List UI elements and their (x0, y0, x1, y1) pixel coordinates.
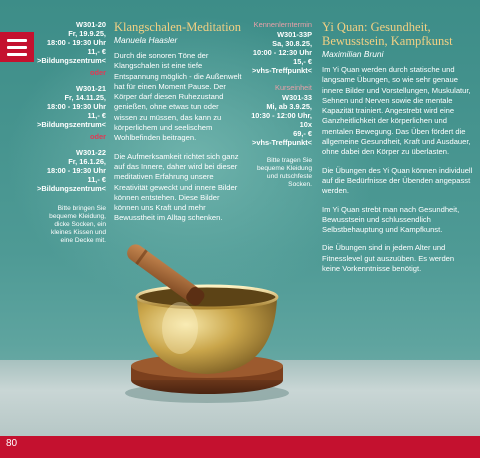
dates-heading: Kennenlerntermin (253, 20, 312, 29)
course-count: 10x (299, 120, 312, 129)
course-dates: Sa, 30.8.25, (272, 39, 312, 48)
course-entry (36, 84, 106, 129)
separator-or: oder (89, 132, 106, 141)
course-price: 11,- € (87, 111, 106, 120)
course-code: W301-20 (76, 20, 106, 29)
hamburger-menu-icon[interactable] (0, 32, 34, 62)
description-paragraph: Im Yi Quan werden durch statische und langsame Übungen, so wie sehr genaue innere Bilder und Vorstellungen, Muskulatur, Sehnen und Nerven sowie die mentale Kapazität trainiert. Angestrebt wird eine Ganzheitlichkeit der körperlichen und mentalen Bewegung. Das Üben fördert die allgemeine Gesundheit, Kraft und Ausdauer, ohne dabei den Körper zu überlasten. (322, 65, 471, 157)
menu-bar (7, 53, 27, 56)
course-code: W301-21 (76, 84, 106, 93)
course-price: 11,- € (87, 47, 106, 56)
course-title: Klangschalen-Meditation (114, 20, 242, 34)
course-title: Yi Quan: Gesundheit, Bewusstsein, Kampfkunst (322, 20, 453, 48)
course-dates: Fr, 16.1.26, (68, 157, 106, 166)
dates-subheading: Kurseinheit (275, 83, 312, 92)
course-dates: Mi, ab 3.9.25, (266, 102, 312, 111)
course-location: >Bildungszentrum< (37, 56, 106, 65)
course-location: >vhs-Treffpunkt< (252, 66, 312, 75)
description-paragraph: Die Übungen sind in jedem Alter und Fitnesslevel gut auszuüben. Es werden keine Vorkenntnisse benötigt. (322, 243, 455, 274)
course-entry (246, 93, 312, 147)
course-entry (36, 148, 106, 193)
course-code: W301-22 (76, 148, 106, 157)
description-paragraph: Die Übungen des Yi Quan können individuell auf die Bedürfnisse der Übenden angepasst werden. (322, 165, 473, 196)
course-author: Maximilian Bruni (322, 49, 384, 59)
course-location: >Bildungszentrum< (37, 120, 106, 129)
course-price: 11,- € (87, 175, 106, 184)
course-location: >vhs-Treffpunkt< (252, 138, 312, 147)
course-time: 18:00 - 19:30 Uhr (46, 166, 106, 175)
page-number: 80 (6, 438, 18, 449)
course-time: 18:00 - 19:30 Uhr (46, 102, 106, 111)
course-code: W301-33P (277, 30, 312, 39)
description-paragraph: Im Yi Quan strebt man nach Gesundheit, Bewusstsein und schlussendlich Selbstbehauptung und Kampfkunst. (322, 204, 460, 235)
course-dates: Fr, 14.11.25, (64, 93, 106, 102)
course-dates-column (36, 20, 106, 245)
description-paragraph: Durch die sonoren Töne der Klangschalen ist eine tiefe Entspannung möglich - die Außenwelt hat für einen Moment Pause. Der Körper darf diesen Ruhezustand genießen, ohne etwas tun oder wissen zu müssen, das kann zu körperlichem und seelischem Wohlbefinden beitragen. (114, 51, 242, 143)
course-dates: Fr, 19.9.25, (68, 29, 106, 38)
course-price: 69,- € (293, 129, 312, 138)
menu-bar (7, 46, 27, 49)
course-note: Bitte bringen Sie bequeme Kleidung, dicke Socken, ein kleines Kissen und eine Decke mit. (49, 205, 106, 244)
course-description-klangschalen (114, 20, 244, 232)
course-description-yiquan (322, 20, 474, 282)
course-time: 10:00 - 12:30 Uhr (252, 48, 312, 57)
course-entry (246, 30, 312, 75)
course-time: 18:00 - 19:30 Uhr (46, 38, 106, 47)
course-code: W301-33 (282, 93, 312, 102)
course-entry (36, 20, 106, 65)
course-location: >Bildungszentrum< (37, 184, 106, 193)
menu-bar (7, 39, 27, 42)
course-price: 15,- € (293, 57, 312, 66)
course-dates-column (246, 20, 312, 189)
course-note: Bitte tragen Sie bequeme Kleidung und rutschfeste Socken. (257, 157, 312, 188)
separator-or: oder (89, 68, 106, 77)
table-surface (0, 360, 480, 436)
description-paragraph: Die Aufmerksamkeit richtet sich ganz auf das Innere, daher wird bei dieser meditativen Erfahrung unsere Kreativität geweckt und innere Bilder können entstehen. Diese Bilder können uns Kraft und mehr Bewusstheit im Alltag schenken. (114, 151, 239, 223)
course-author: Manuela Haasler (114, 35, 178, 45)
course-time: 10:30 - 12:00 Uhr, (251, 111, 312, 120)
page-footer (0, 436, 480, 458)
